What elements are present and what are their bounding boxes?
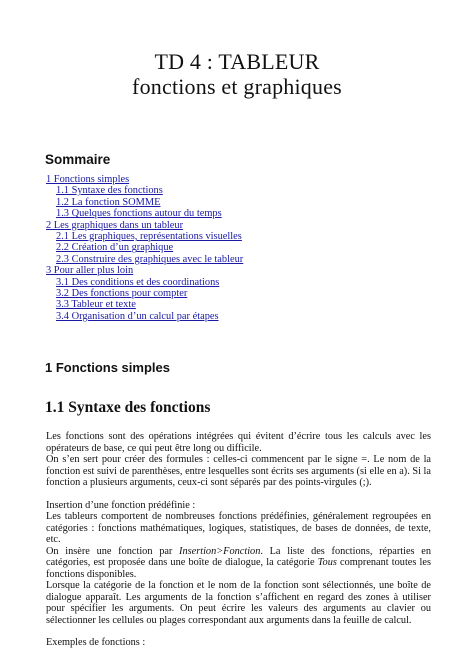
- toc-link-2-2[interactable]: 2.2 Création d’un graphique: [56, 242, 174, 254]
- menu-path: Insertion>Fonction: [179, 545, 261, 557]
- toc-link-3[interactable]: 3 Pour aller plus loin: [46, 265, 134, 277]
- table-of-contents: [46, 174, 446, 322]
- toc-link-1-1[interactable]: 1.1 Syntaxe des fonctions: [56, 185, 163, 197]
- category-name: Tous: [317, 557, 337, 568]
- paragraph: Les tableurs comportent de nombreuses fonctions prédéfinies, généralement regroupées en catégories : fonctions mathématiques, logiques, statistiques, de bases de données, de texte, etc.: [46, 511, 431, 545]
- body-text: [46, 431, 431, 649]
- paragraph: Insertion d’une fonction prédéfinie :: [46, 499, 196, 511]
- toc-link-2[interactable]: 2 Les graphiques dans un tableur: [46, 219, 184, 231]
- toc-heading: Sommaire: [45, 152, 111, 167]
- toc-link-3-2[interactable]: 3.2 Des fonctions pour compter: [56, 288, 188, 300]
- toc-link-3-3[interactable]: 3.3 Tableur et texte: [56, 299, 136, 311]
- paragraph: On s’en sert pour créer des formules : celles-ci commencent par le signe =. Le nom de la fonction est suivi de parenthèses, entre lesquelles sont écrits ses arguments (si elle en a). Si la fonction a plusieurs arguments, ceux-ci sont séparés par des points-virgules (;).: [46, 454, 431, 488]
- toc-link-1[interactable]: 1 Fonctions simples: [46, 174, 130, 185]
- toc-link-3-1[interactable]: 3.1 Des conditions et des coordinations: [56, 276, 220, 288]
- toc-link-3-4[interactable]: 3.4 Organisation d’un calcul par étapes: [56, 310, 219, 322]
- subsection-heading: 1.1 Syntaxe des fonctions: [45, 399, 211, 416]
- paragraph: Exemples de fonctions :: [46, 637, 146, 648]
- section-heading: 1 Fonctions simples: [45, 360, 170, 375]
- document-title: TD 4 : TABLEUR: [154, 49, 320, 74]
- toc-link-2-3[interactable]: 2.3 Construire des graphiques avec le tableur: [56, 253, 244, 265]
- paragraph: Lorsque la catégorie de la fonction et le nom de la fonction sont sélectionnés, une boîte de dialogue apparaît. Les arguments de la fonction s’affichent en regard des zones à utiliser pour spécifier les arguments. On peut écrire les valeurs des arguments au clavier ou sélectionner les cellules ou plages correspondant aux arguments dans la feuille de calcul.: [46, 580, 431, 626]
- document-subtitle: fonctions et graphiques: [132, 74, 342, 99]
- paragraph: On insère une fonction par Insertion>Fonction. La liste des fonctions, réparties en catégories, est proposée dans une boîte de dialogue, la catégorie Tous comprenant toutes les fonctions disponibles.: [46, 545, 431, 580]
- paragraph: Les fonctions sont des opérations intégrées qui évitent d’écrire tous les calculs avec les opérateurs de base, ce qui peut être long ou difficile.: [46, 431, 431, 454]
- toc-link-1-3[interactable]: 1.3 Quelques fonctions autour du temps: [56, 208, 222, 220]
- toc-link-1-2[interactable]: 1.2 La fonction SOMME: [56, 196, 161, 208]
- toc-link-2-1[interactable]: 2.1 Les graphiques, représentations visuelles: [56, 231, 242, 243]
